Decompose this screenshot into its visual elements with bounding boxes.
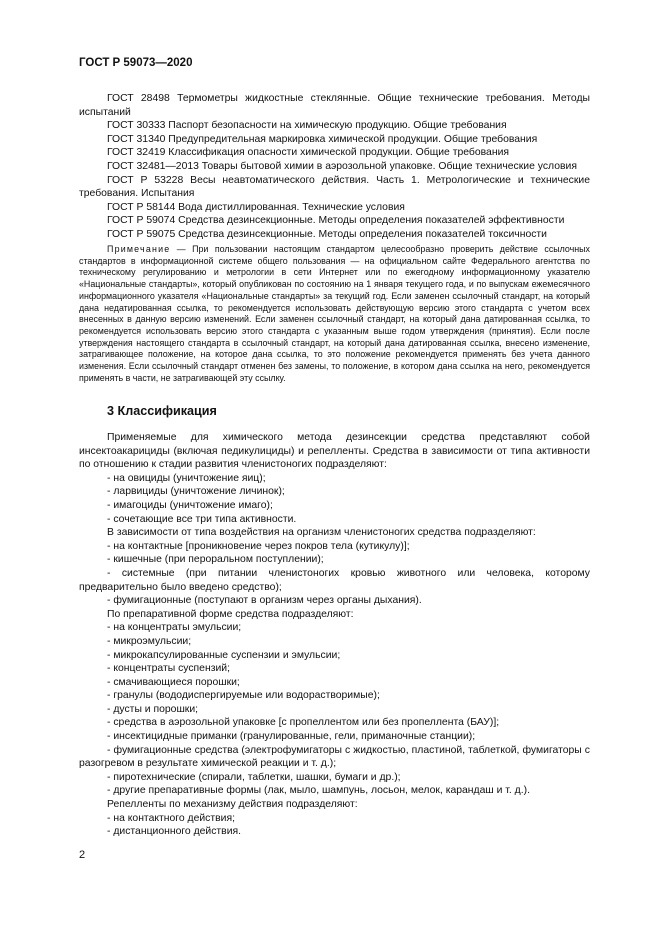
list-item: - смачивающиеся порошки; <box>107 676 240 688</box>
list-item: - дусты и порошки; <box>107 703 199 715</box>
note-label: Примечание <box>107 244 171 254</box>
reference-item: ГОСТ Р 53228 Весы неавтоматического действия. Часть 1. Метрологические и технические требования. Испытания <box>79 174 590 200</box>
list-item: - ларвициды (уничтожение личинок); <box>107 486 285 498</box>
list-item: - на овициды (уничтожение яиц); <box>107 472 266 484</box>
list-item: - на контактного действия; <box>107 812 235 824</box>
section-heading: 3 Классификация <box>107 404 217 418</box>
body-paragraph: Применяемые для химического метода дезинсекции средства представляют собой инсектоакарициды (включая педикулициды) и репелленты. Средства в зависимости от типа активности по отношению к стадии развития членистоногих подразделяют: <box>79 432 590 471</box>
body-paragraph: По препаративной форме средства подразделяют: <box>107 608 354 620</box>
list-item: - дистанционного действия. <box>107 826 242 838</box>
reference-item: ГОСТ 32419 Классификация опасности химической продукции. Общие требования <box>107 147 509 159</box>
body-paragraph: Репелленты по механизму действия подразделяют: <box>107 799 358 811</box>
reference-item: ГОСТ Р 59075 Средства дезинсекционные. Методы определения показателей токсичности <box>107 228 547 240</box>
list-item: - фумигационные (поступают в организм через органы дыхания). <box>107 595 422 607</box>
reference-item: ГОСТ 31340 Предупредительная маркировка химической продукции. Общие требования <box>107 133 538 145</box>
list-item: - фумигационные средства (электрофумигаторы с жидкостью, пластиной, таблеткой, фумигаторы с разогревом в результате химической реакции и т. д.); <box>79 744 590 770</box>
list-item: - имагоциды (уничтожение имаго); <box>107 499 273 511</box>
reference-item: ГОСТ 32481—2013 Товары бытовой химии в аэрозольной упаковке. Общие технические условия <box>107 160 577 172</box>
normative-references-list <box>79 92 590 242</box>
list-item: - на контактные [проникновение через покров тела (кутикулу)]; <box>107 540 410 552</box>
list-item: - инсектицидные приманки (гранулированные, гели, приманочные станции); <box>107 731 476 743</box>
list-item: - сочетающие все три типа активности. <box>107 513 297 525</box>
reference-item: ГОСТ 30333 Паспорт безопасности на химическую продукцию. Общие требования <box>107 120 507 132</box>
list-item: - на концентраты эмульсии; <box>107 622 242 634</box>
list-item: - другие препаративные формы (лак, мыло, шампунь, лосьон, мелок, карандаш и т. д.). <box>107 785 530 797</box>
body-paragraph: В зависимости от типа воздействия на организм членистоногих средства подразделяют: <box>107 527 536 539</box>
note-text: — При пользовании настоящим стандартом целесообразно проверить действие ссылочных стандартов в информационной системе общего пользования — на официальном сайте Федерального агентства по техническому регулированию и метрологии в сети Интернет или по ежегодному информационному указателю «Национальные стандарты», который опубликован по состоянию на 1 января текущего года, и по выпускам ежемесячного информационного указателя «Национальные стандарты» за текущий год. Если заменен ссылочный стандарт, на который дана недатированная ссылка, то рекомендуется использовать действующую версию этого стандарта с учетом всех внесенных в данную версию изменений. Если заменен ссылочный стандарт, на который дана датированная ссылка, то рекомендуется использовать версию этого стандарта с указанным выше годом утверждения (принятия). Если после утверждения настоящего стандарта в ссылочный стандарт, на который дана датированная ссылка, внесено изменение, затрагивающее положение, на которое дана ссылка, то это положение рекомендуется применять без учета данного изменения. Если ссылочный стандарт отменен без замены, то положение, в котором дана ссылка на него, рекомендуется применять в части, не затрагивающей эту ссылку. <box>79 244 590 383</box>
classification-body <box>79 431 590 839</box>
list-item: - средства в аэрозольной упаковке [с пропеллентом или без пропеллента (БАУ)]; <box>107 717 500 729</box>
page-number: 2 <box>79 849 86 861</box>
document-header: ГОСТ Р 59073—2020 <box>79 57 193 69</box>
list-item: - концентраты суспензий; <box>107 663 230 675</box>
list-item: - пиротехнические (спирали, таблетки, шашки, бумаги и др.); <box>107 771 401 783</box>
reference-item: ГОСТ 28498 Термометры жидкостные стеклянные. Общие технические требования. Методы испытаний <box>79 93 590 118</box>
list-item: - кишечные (при пероральном поступлении); <box>107 554 324 566</box>
list-item: - системные (при питании членистоногих кровью животного или человека, которому предварительно было введено средство); <box>79 567 590 593</box>
reference-item: ГОСТ Р 58144 Вода дистиллированная. Технические условия <box>107 201 405 213</box>
list-item: - гранулы (вододиспергируемые или водорастворимые); <box>107 690 380 702</box>
note-paragraph <box>79 244 590 384</box>
reference-item: ГОСТ Р 59074 Средства дезинсекционные. Методы определения показателей эффективности <box>107 215 565 227</box>
list-item: - микроэмульсии; <box>107 635 192 647</box>
list-item: - микрокапсулированные суспензии и эмульсии; <box>107 649 341 661</box>
